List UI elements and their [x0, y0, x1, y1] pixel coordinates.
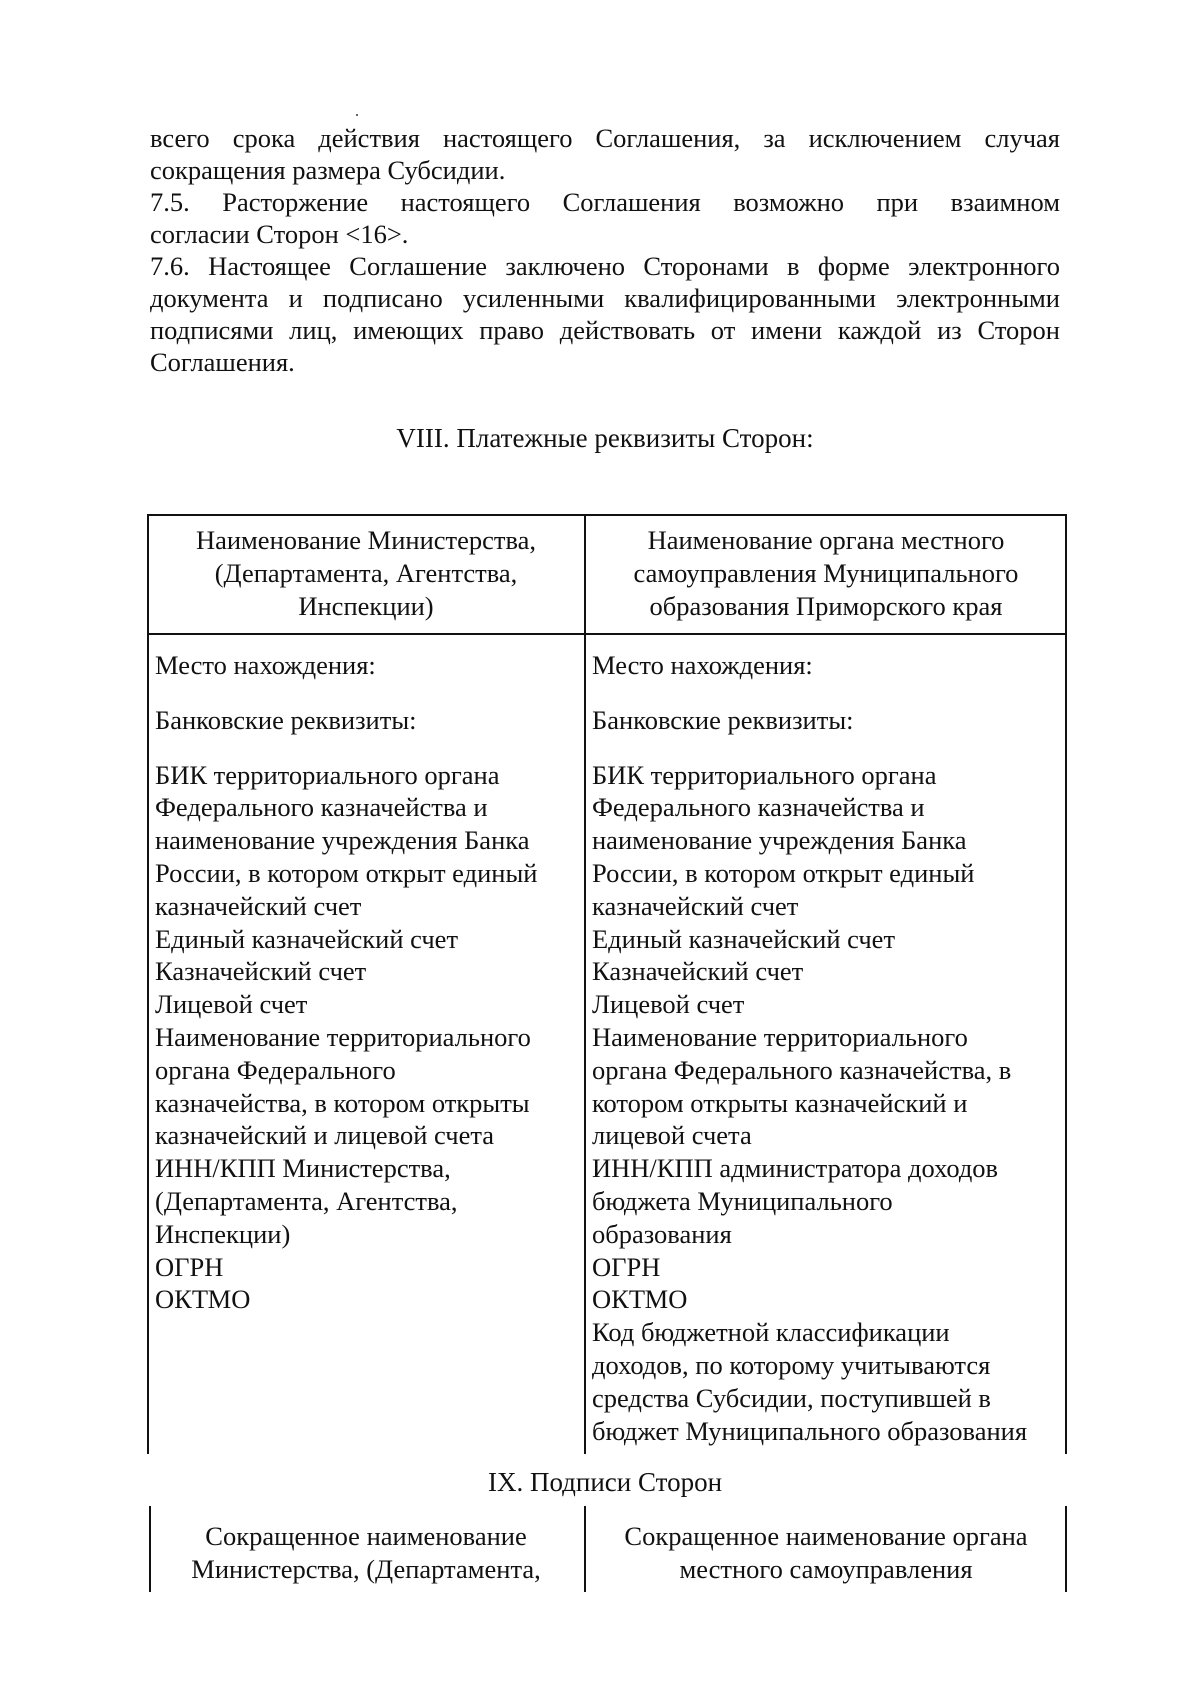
- list-item: России, в котором открыт единый: [592, 857, 975, 888]
- list-item: ИНН/КПП администратора доходов: [592, 1153, 999, 1184]
- list-item: казначейский счет: [592, 890, 799, 921]
- text-line: документа и подписано усиленными квалифицированными электронными: [150, 283, 1060, 313]
- section-8-title: VIII. Платежные реквизиты Сторон:: [396, 423, 814, 453]
- location-label: Место нахождения:: [592, 650, 813, 680]
- header-line: (Департамента, Агентства,: [214, 558, 518, 588]
- header-line: самоуправления Муниципального: [633, 558, 1019, 588]
- list-item: казначейский счет: [155, 890, 362, 921]
- left-signature-header: [151, 1520, 581, 1586]
- list-item: Федерального казначейства и: [592, 792, 925, 823]
- list-item: Лицевой счет: [155, 989, 308, 1020]
- list-item: наименование учреждения Банка: [155, 825, 530, 856]
- list-item: ОКТМО: [592, 1284, 688, 1315]
- list-item: ОГРН: [592, 1251, 661, 1282]
- text-line: 7.6. Настоящее Соглашение заключено Сторонами в форме электронного: [150, 251, 1060, 281]
- list-item: Инспекции): [155, 1218, 291, 1249]
- text-line: подписями лиц, имеющих право действовать от имени каждой из Сторон: [150, 315, 1060, 345]
- list-item: доходов, по которому учитываются: [592, 1349, 991, 1380]
- list-item: Казначейский счет: [155, 956, 367, 987]
- list-item: бюджет Муниципального образования: [592, 1415, 1028, 1446]
- header-line: Наименование органа местного: [647, 525, 1005, 555]
- signatures-table: [147, 1506, 1067, 1592]
- list-item: Единый казначейский счет: [592, 923, 896, 954]
- header-line: Сокращенное наименование органа: [624, 1521, 1028, 1551]
- list-item: органа Федерального казначейства, в: [592, 1054, 1012, 1085]
- list-item: органа Федерального: [155, 1054, 396, 1085]
- list-item: лицевой счета: [592, 1120, 752, 1151]
- header-line: Сокращенное наименование: [205, 1521, 527, 1551]
- list-item: Лицевой счет: [592, 989, 745, 1020]
- right-signature-header: [589, 1520, 1063, 1586]
- text-line: сокращения размера Субсидии.: [150, 155, 506, 185]
- list-item: средства Субсидии, поступившей в: [592, 1382, 991, 1413]
- list-item: ИНН/КПП Министерства,: [155, 1153, 451, 1184]
- text-line: всего срока действия настоящего Соглашения, за исключением случая: [150, 123, 1060, 153]
- paragraph-7-5: [150, 186, 1060, 250]
- table-column-divider: [584, 514, 586, 1454]
- list-item: (Департамента, Агентства,: [155, 1185, 458, 1216]
- list-item: Казначейский счет: [592, 956, 804, 987]
- table-border-left: [147, 514, 149, 1454]
- paragraph-7-6: [150, 250, 1060, 378]
- table-header-divider: [147, 633, 1067, 635]
- bank-details-label: Банковские реквизиты:: [155, 704, 417, 735]
- left-column-body: [155, 649, 537, 1316]
- header-line: образования Приморского края: [649, 591, 1003, 621]
- left-column-header: [151, 524, 581, 623]
- text-line: Соглашения.: [150, 347, 295, 377]
- location-label: Место нахождения:: [155, 650, 376, 680]
- list-item: казначейства, в котором открыты: [155, 1087, 530, 1118]
- section-9-title: IX. Подписи Сторон: [487, 1467, 723, 1497]
- scan-speck: [356, 114, 358, 116]
- list-item: бюджета Муниципального: [592, 1185, 893, 1216]
- list-item: БИК территориального органа: [592, 759, 937, 790]
- payment-details-table: [147, 514, 1067, 1454]
- table-border-right: [1065, 1506, 1067, 1592]
- table-border-right: [1065, 514, 1067, 1454]
- bank-details-label: Банковские реквизиты:: [592, 704, 854, 735]
- header-line: местного самоуправления: [679, 1554, 973, 1584]
- header-line: Наименование Министерства,: [195, 525, 537, 555]
- list-item: казначейский и лицевой счета: [155, 1120, 495, 1151]
- list-item: ОГРН: [155, 1251, 224, 1282]
- right-column-body: [592, 649, 1027, 1447]
- list-item: Федерального казначейства и: [155, 792, 488, 823]
- paragraph-7-4-continuation: [150, 122, 1060, 186]
- header-line: Министерства, (Департамента,: [191, 1554, 541, 1584]
- list-item: котором открыты казначейский и: [592, 1087, 968, 1118]
- list-item: Код бюджетной классификации: [592, 1317, 950, 1348]
- header-line: Инспекции): [298, 591, 434, 621]
- right-column-header: [589, 524, 1063, 623]
- list-item: Единый казначейский счет: [155, 923, 459, 954]
- list-item: наименование учреждения Банка: [592, 825, 967, 856]
- list-item: России, в котором открыт единый: [155, 857, 538, 888]
- list-item: БИК территориального органа: [155, 759, 500, 790]
- list-item: ОКТМО: [155, 1284, 251, 1315]
- table-column-divider: [584, 1506, 586, 1592]
- list-item: Наименование территориального: [155, 1021, 531, 1052]
- text-line: 7.5. Расторжение настоящего Соглашения возможно при взаимном: [150, 187, 1060, 217]
- table-border-top: [147, 514, 1067, 516]
- text-line: согласии Сторон <16>.: [150, 219, 409, 249]
- list-item: образования: [592, 1218, 732, 1249]
- list-item: Наименование территориального: [592, 1021, 968, 1052]
